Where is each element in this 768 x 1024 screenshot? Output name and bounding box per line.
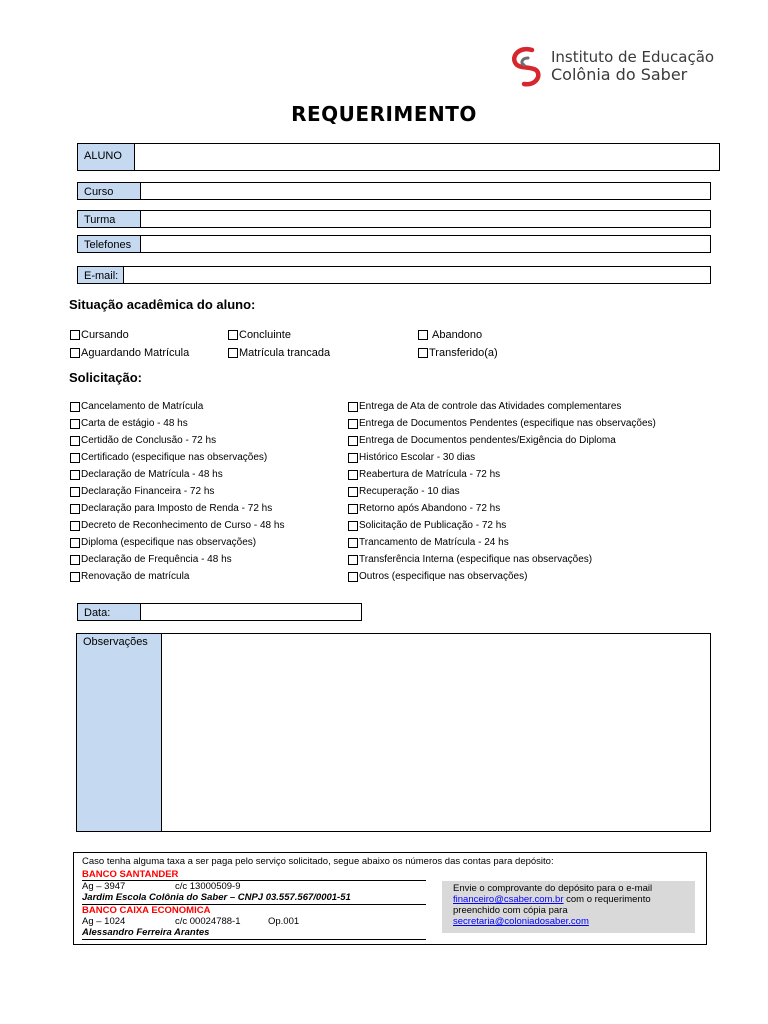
observacoes-label: Observações xyxy=(77,634,162,831)
checkbox-abandono[interactable] xyxy=(418,329,482,341)
checkbox-box[interactable] xyxy=(70,348,80,358)
email-link-financeiro[interactable]: financeiro@csaber.com.br xyxy=(453,894,564,905)
bank2-account: c/c 00024788-1 xyxy=(175,916,241,927)
deposit-note xyxy=(442,881,695,933)
bank-info-box xyxy=(73,852,707,945)
checkbox-label: Retorno após Abandono - 72 hs xyxy=(359,503,501,514)
checkbox-label: Certidão de Conclusão - 72 hs xyxy=(81,435,217,446)
checkbox-solicitacao-item[interactable] xyxy=(348,486,460,497)
email-link-secretaria[interactable]: secretaria@coloniadosaber.com xyxy=(453,916,589,927)
checkbox-label: Entrega de Documentos pendentes/Exigência do Diploma xyxy=(359,435,616,446)
checkbox-box[interactable] xyxy=(348,538,358,548)
divider xyxy=(82,880,426,881)
data-label: Data: xyxy=(78,604,141,620)
checkbox-label: Solicitação de Publicação - 72 hs xyxy=(359,520,507,531)
checkbox-box[interactable] xyxy=(70,504,80,514)
checkbox-solicitacao-item[interactable] xyxy=(348,418,656,429)
institution-logo xyxy=(508,44,715,88)
checkbox-box[interactable] xyxy=(70,453,80,463)
note-text-1: Envie o comprovante do depósito para o e-mail xyxy=(453,883,653,894)
checkbox-label: Entrega de Documentos Pendentes (especifique nas observações) xyxy=(359,418,656,429)
checkbox-box[interactable] xyxy=(348,419,358,429)
bank-intro: Caso tenha alguma taxa a ser paga pelo serviço solicitado, segue abaixo os números das contas para depósito: xyxy=(82,856,554,867)
checkbox-transferido[interactable] xyxy=(418,347,498,359)
checkbox-label: Transferido(a) xyxy=(429,347,498,359)
checkbox-label: Declaração de Frequência - 48 hs xyxy=(81,554,232,565)
checkbox-label: Cursando xyxy=(81,329,129,341)
checkbox-label: Certificado (especifique nas observações) xyxy=(81,452,268,463)
checkbox-label: Cancelamento de Matrícula xyxy=(81,401,204,412)
checkbox-box[interactable] xyxy=(348,504,358,514)
checkbox-box[interactable] xyxy=(418,348,428,358)
aluno-input[interactable] xyxy=(135,144,719,170)
logo-mark-icon xyxy=(508,44,548,88)
checkbox-label: Concluinte xyxy=(239,329,291,341)
checkbox-box[interactable] xyxy=(70,436,80,446)
bank1-name: BANCO SANTANDER xyxy=(82,869,179,880)
checkbox-box[interactable] xyxy=(348,402,358,412)
checkbox-concluinte[interactable] xyxy=(228,329,291,341)
bank1-agency: Ag – 3947 xyxy=(82,881,126,892)
observacoes-box xyxy=(76,633,711,832)
page-title: REQUERIMENTO xyxy=(291,102,477,126)
aluno-row xyxy=(77,143,720,171)
checkbox-label: Aguardando Matrícula xyxy=(81,347,190,359)
checkbox-label: Outros (especifique nas observações) xyxy=(359,571,528,582)
checkbox-solicitacao-item[interactable] xyxy=(70,520,284,531)
checkbox-label: Abandono xyxy=(432,329,483,341)
checkbox-box[interactable] xyxy=(348,521,358,531)
solicitacao-heading: Solicitação: xyxy=(69,370,142,385)
checkbox-solicitacao-item[interactable] xyxy=(348,435,616,446)
bank2-holder: Alessandro Ferreira Arantes xyxy=(82,927,210,938)
divider xyxy=(82,939,426,940)
checkbox-label: Trancamento de Matrícula - 24 hs xyxy=(359,537,509,548)
checkbox-box[interactable] xyxy=(348,470,358,480)
checkbox-box[interactable] xyxy=(348,436,358,446)
data-input[interactable] xyxy=(141,604,361,620)
checkbox-solicitacao-item[interactable] xyxy=(70,452,267,463)
turma-label: Turma xyxy=(78,211,141,227)
checkbox-label: Decreto de Reconhecimento de Curso - 48 hs xyxy=(81,520,285,531)
data-row xyxy=(77,603,362,621)
checkbox-label: Renovação de matrícula xyxy=(81,571,190,582)
checkbox-solicitacao-item[interactable] xyxy=(348,554,592,565)
bank2-agency: Ag – 1024 xyxy=(82,916,126,927)
bank2-operation: Op.001 xyxy=(268,916,300,927)
checkbox-label: Recuperação - 10 dias xyxy=(359,486,460,497)
checkbox-label: Carta de estágio - 48 hs xyxy=(81,418,188,429)
checkbox-label: Matrícula trancada xyxy=(239,347,331,359)
checkbox-label: Entrega de Ata de controle das Atividades complementares xyxy=(359,401,622,412)
logo-line-1: Instituto de Educação xyxy=(551,48,715,66)
checkbox-label: Declaração para Imposto de Renda - 72 hs xyxy=(81,503,273,514)
turma-input[interactable] xyxy=(141,211,710,227)
telefones-label: Telefones xyxy=(78,236,141,252)
checkbox-box[interactable] xyxy=(70,470,80,480)
checkbox-box[interactable] xyxy=(228,348,238,358)
checkbox-box[interactable] xyxy=(418,330,428,340)
checkbox-label: Declaração de Matrícula - 48 hs xyxy=(81,469,223,480)
checkbox-box[interactable] xyxy=(70,538,80,548)
checkbox-box[interactable] xyxy=(348,572,358,582)
curso-row xyxy=(77,182,711,200)
checkbox-solicitacao-item[interactable] xyxy=(70,469,223,480)
checkbox-box[interactable] xyxy=(70,330,80,340)
situacao-heading: Situação acadêmica do aluno: xyxy=(69,297,256,312)
checkbox-solicitacao-item[interactable] xyxy=(70,571,189,582)
checkbox-label: Declaração Financeira - 72 hs xyxy=(81,486,215,497)
checkbox-label: Transferência Interna (especifique nas observações) xyxy=(359,554,593,565)
checkbox-label: Reabertura de Matrícula - 72 hs xyxy=(359,469,501,480)
checkbox-solicitacao-item[interactable] xyxy=(70,486,214,497)
checkbox-box[interactable] xyxy=(348,453,358,463)
checkbox-box[interactable] xyxy=(348,555,358,565)
checkbox-solicitacao-item[interactable] xyxy=(348,537,509,548)
checkbox-solicitacao-item[interactable] xyxy=(348,571,527,582)
telefones-row xyxy=(77,235,711,253)
bank1-holder: Jardim Escola Colônia do Saber – CNPJ 03.557.567/0001-51 xyxy=(82,892,351,903)
checkbox-matricula-trancada[interactable] xyxy=(228,347,330,359)
aluno-label: ALUNO xyxy=(78,144,135,170)
checkbox-box[interactable] xyxy=(348,487,358,497)
bank2-name: BANCO CAIXA ECONOMICA xyxy=(82,905,211,916)
checkbox-box[interactable] xyxy=(70,402,80,412)
checkbox-solicitacao-item[interactable] xyxy=(70,418,188,429)
checkbox-box[interactable] xyxy=(70,521,80,531)
turma-row xyxy=(77,210,711,228)
email-input[interactable] xyxy=(124,267,710,283)
curso-label: Curso xyxy=(78,183,141,199)
checkbox-box[interactable] xyxy=(70,487,80,497)
checkbox-solicitacao-item[interactable] xyxy=(70,537,256,548)
email-row xyxy=(77,266,711,284)
checkbox-label: Diploma (especifique nas observações) xyxy=(81,537,257,548)
curso-input[interactable] xyxy=(141,183,710,199)
note-text-2: com o requerimento preenchido com cópia para xyxy=(453,894,651,916)
checkbox-cursando[interactable] xyxy=(70,329,129,341)
checkbox-box[interactable] xyxy=(70,419,80,429)
checkbox-solicitacao-item[interactable] xyxy=(348,520,506,531)
checkbox-solicitacao-item[interactable] xyxy=(70,435,216,446)
telefones-input[interactable] xyxy=(141,236,710,252)
checkbox-solicitacao-item[interactable] xyxy=(348,469,500,480)
checkbox-solicitacao-item[interactable] xyxy=(348,503,500,514)
checkbox-solicitacao-item[interactable] xyxy=(70,503,272,514)
checkbox-solicitacao-item[interactable] xyxy=(348,401,621,412)
bank1-account: c/c 13000509-9 xyxy=(175,881,241,892)
checkbox-box[interactable] xyxy=(70,555,80,565)
checkbox-solicitacao-item[interactable] xyxy=(70,401,203,412)
observacoes-input[interactable] xyxy=(162,634,710,831)
checkbox-label: Histórico Escolar - 30 dias xyxy=(359,452,476,463)
checkbox-aguardando-matricula[interactable] xyxy=(70,347,189,359)
email-label: E-mail: xyxy=(78,267,124,283)
logo-line-2: Colônia do Saber xyxy=(551,65,688,84)
checkbox-box[interactable] xyxy=(228,330,238,340)
checkbox-solicitacao-item[interactable] xyxy=(70,554,232,565)
checkbox-solicitacao-item[interactable] xyxy=(348,452,475,463)
checkbox-box[interactable] xyxy=(70,572,80,582)
